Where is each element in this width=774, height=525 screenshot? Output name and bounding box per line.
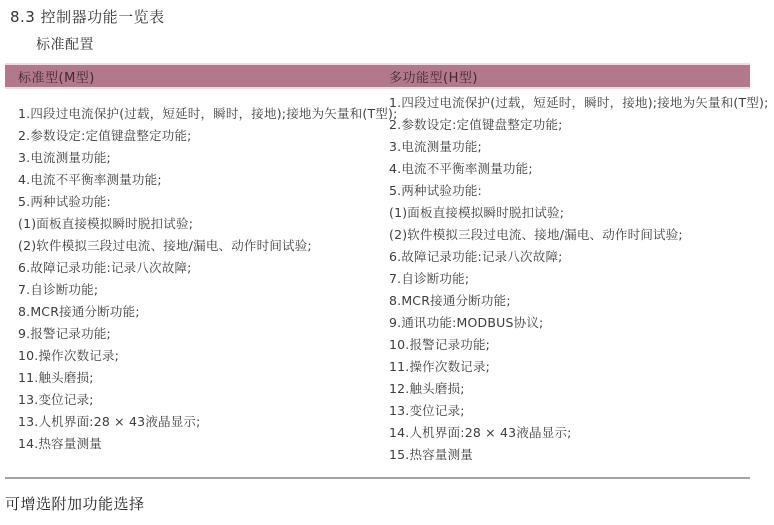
table-header-row: [5, 63, 750, 89]
feature-item: 7.自诊断功能;: [389, 271, 470, 286]
feature-item: 13.变位记录;: [18, 392, 94, 407]
feature-item: 9.报警记录功能;: [18, 326, 111, 341]
feature-item: 14.热容量测量: [18, 436, 102, 451]
features-table: [5, 63, 769, 469]
footer-heading: 可增选附加功能选择: [5, 495, 145, 513]
feature-item: 6.故障记录功能:记录八次故障;: [389, 249, 563, 264]
section-subtitle: 标准配置: [36, 37, 94, 53]
feature-item: 6.故障记录功能:记录八次故障;: [18, 260, 192, 275]
feature-item: 2.参数设定:定值键盘整定功能;: [18, 128, 192, 143]
feature-item: 12.触头磨损;: [389, 381, 465, 396]
feature-item: 11.触头磨损;: [18, 370, 94, 385]
feature-item: 3.电流测量功能;: [18, 150, 111, 165]
feature-item: 4.电流不平衡率测量功能;: [18, 172, 162, 187]
feature-item: (2)软件模拟三段过电流、接地/漏电、动作时间试验;: [389, 227, 683, 242]
feature-item: 13.人机界面:28 × 43液晶显示;: [18, 414, 201, 429]
feature-item: (1)面板直接模拟瞬时脱扣试验;: [18, 216, 194, 231]
manual-page: [0, 8, 774, 525]
header-cell-multifunction-type: 多功能型(H型): [389, 70, 478, 86]
feature-item: 1.四段过电流保护(过载，短延时，瞬时，接地);接地为矢量和(T型);: [18, 106, 398, 121]
feature-item: 11.操作次数记录;: [389, 359, 491, 374]
feature-item: 5.两种试验功能:: [389, 183, 482, 198]
section-divider: [5, 477, 750, 479]
feature-item: 14.人机界面:28 × 43液晶显示;: [389, 425, 572, 440]
feature-column-multifunction: [387, 89, 769, 469]
feature-item: 8.MCR接通分断功能;: [18, 304, 140, 319]
feature-item: 2.参数设定:定值键盘整定功能;: [389, 117, 563, 132]
feature-item: 4.电流不平衡率测量功能;: [389, 161, 533, 176]
feature-item: 10.操作次数记录;: [18, 348, 120, 363]
feature-item: 1.四段过电流保护(过载，短延时，瞬时，接地);接地为矢量和(T型);: [389, 95, 769, 110]
header-cell-standard-type: 标准型(M型): [18, 70, 95, 86]
feature-item: 15.热容量测量: [389, 447, 473, 462]
page-title: 8.3 控制器功能一览表: [10, 8, 165, 26]
feature-item: 10.报警记录功能;: [389, 337, 491, 352]
feature-item: (1)面板直接模拟瞬时脱扣试验;: [389, 205, 565, 220]
table-body: [5, 89, 769, 469]
feature-item: 5.两种试验功能:: [18, 194, 111, 209]
feature-item: 3.电流测量功能;: [389, 139, 482, 154]
feature-column-standard: [5, 89, 398, 469]
feature-item: 13.变位记录;: [389, 403, 465, 418]
feature-item: (2)软件模拟三段过电流、接地/漏电、动作时间试验;: [18, 238, 312, 253]
feature-item: 7.自诊断功能;: [18, 282, 99, 297]
feature-item: 8.MCR接通分断功能;: [389, 293, 511, 308]
feature-item: 9.通讯功能:MODBUS协议;: [389, 315, 544, 330]
